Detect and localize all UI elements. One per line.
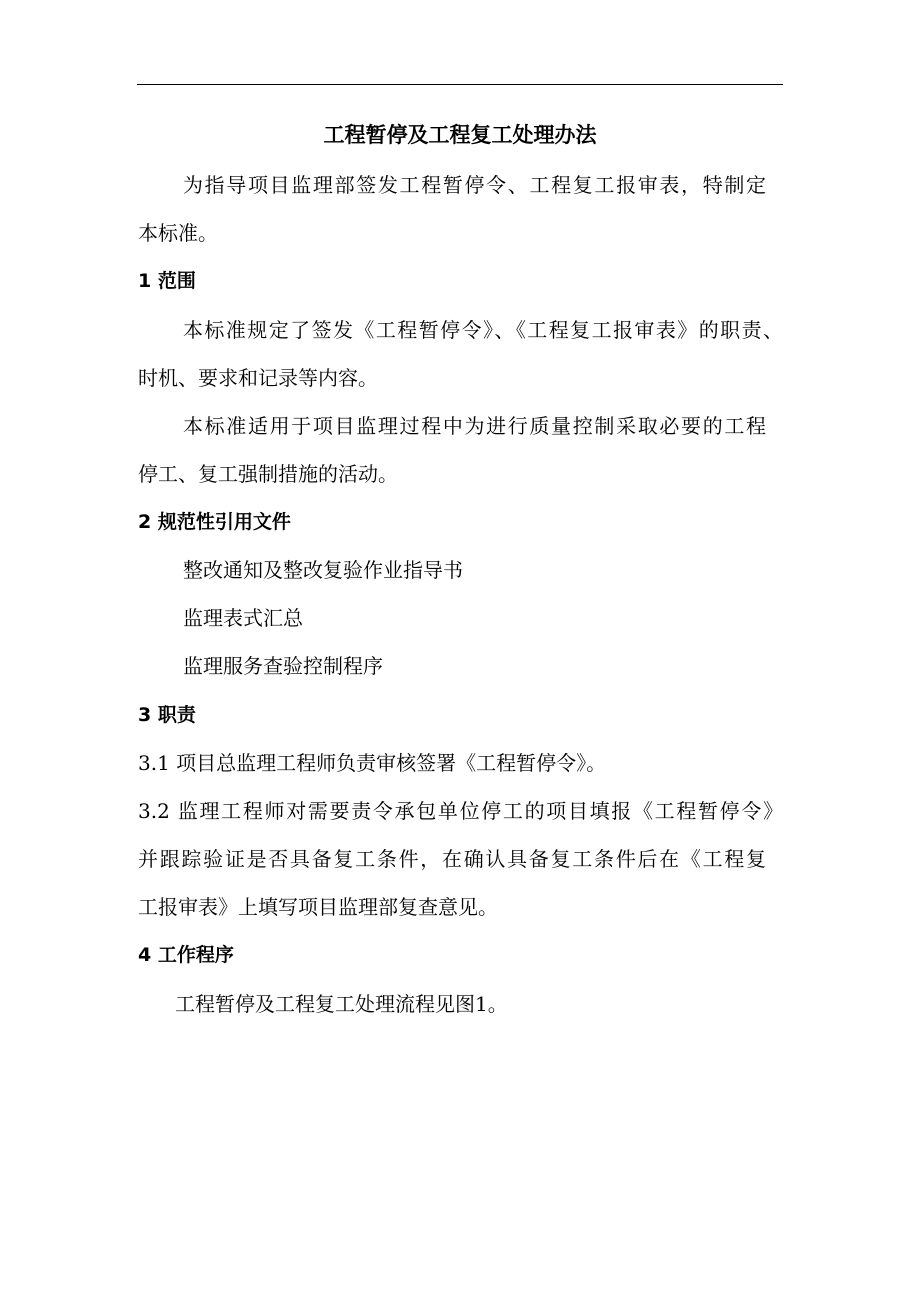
section-1-para-2-line-1: 本标准适用于项目监理过程中为进行质量控制采取必要的工程 xyxy=(183,414,766,438)
section-1-para-1-line-2: 时机、要求和记录等内容。 xyxy=(138,366,378,390)
reference-item-3: 监理服务查验控制程序 xyxy=(183,654,383,678)
section-4-heading: 4 工作程序 xyxy=(138,944,234,966)
section-3-item-2-line-3: 工报审表》上填写项目监理部复查意见。 xyxy=(138,895,498,919)
section-3-item-2-line-2: 并跟踪验证是否具备复工条件，在确认具备复工条件后在《工程复 xyxy=(138,847,766,871)
section-1-heading: 1 范围 xyxy=(138,270,196,292)
section-3-item-1: 3.1 项目总监理工程师负责审核签署《工程暂停令》。 xyxy=(138,751,607,775)
intro-line-1: 为指导项目监理部签发工程暂停令、工程复工报审表，特制定 xyxy=(183,173,766,197)
reference-item-1: 整改通知及整改复验作业指导书 xyxy=(183,558,463,582)
section-3-item-2-line-1: 3.2 监理工程师对需要责令承包单位停工的项目填报《工程暂停令》 xyxy=(138,799,783,823)
header-rule xyxy=(137,84,783,85)
document-title: 工程暂停及工程复工处理办法 xyxy=(323,123,597,147)
section-1-para-2-line-2: 停工、复工强制措施的活动。 xyxy=(138,462,398,486)
reference-item-2: 监理表式汇总 xyxy=(183,606,303,630)
section-3-heading: 3 职责 xyxy=(138,704,196,726)
intro-line-2: 本标准。 xyxy=(138,221,218,245)
section-1-para-1-line-1: 本标准规定了签发《工程暂停令》、《工程复工报审表》的职责、 xyxy=(183,318,783,342)
section-2-heading: 2 规范性引用文件 xyxy=(138,511,291,533)
section-4-para: 工程暂停及工程复工处理流程见图1。 xyxy=(175,992,508,1016)
